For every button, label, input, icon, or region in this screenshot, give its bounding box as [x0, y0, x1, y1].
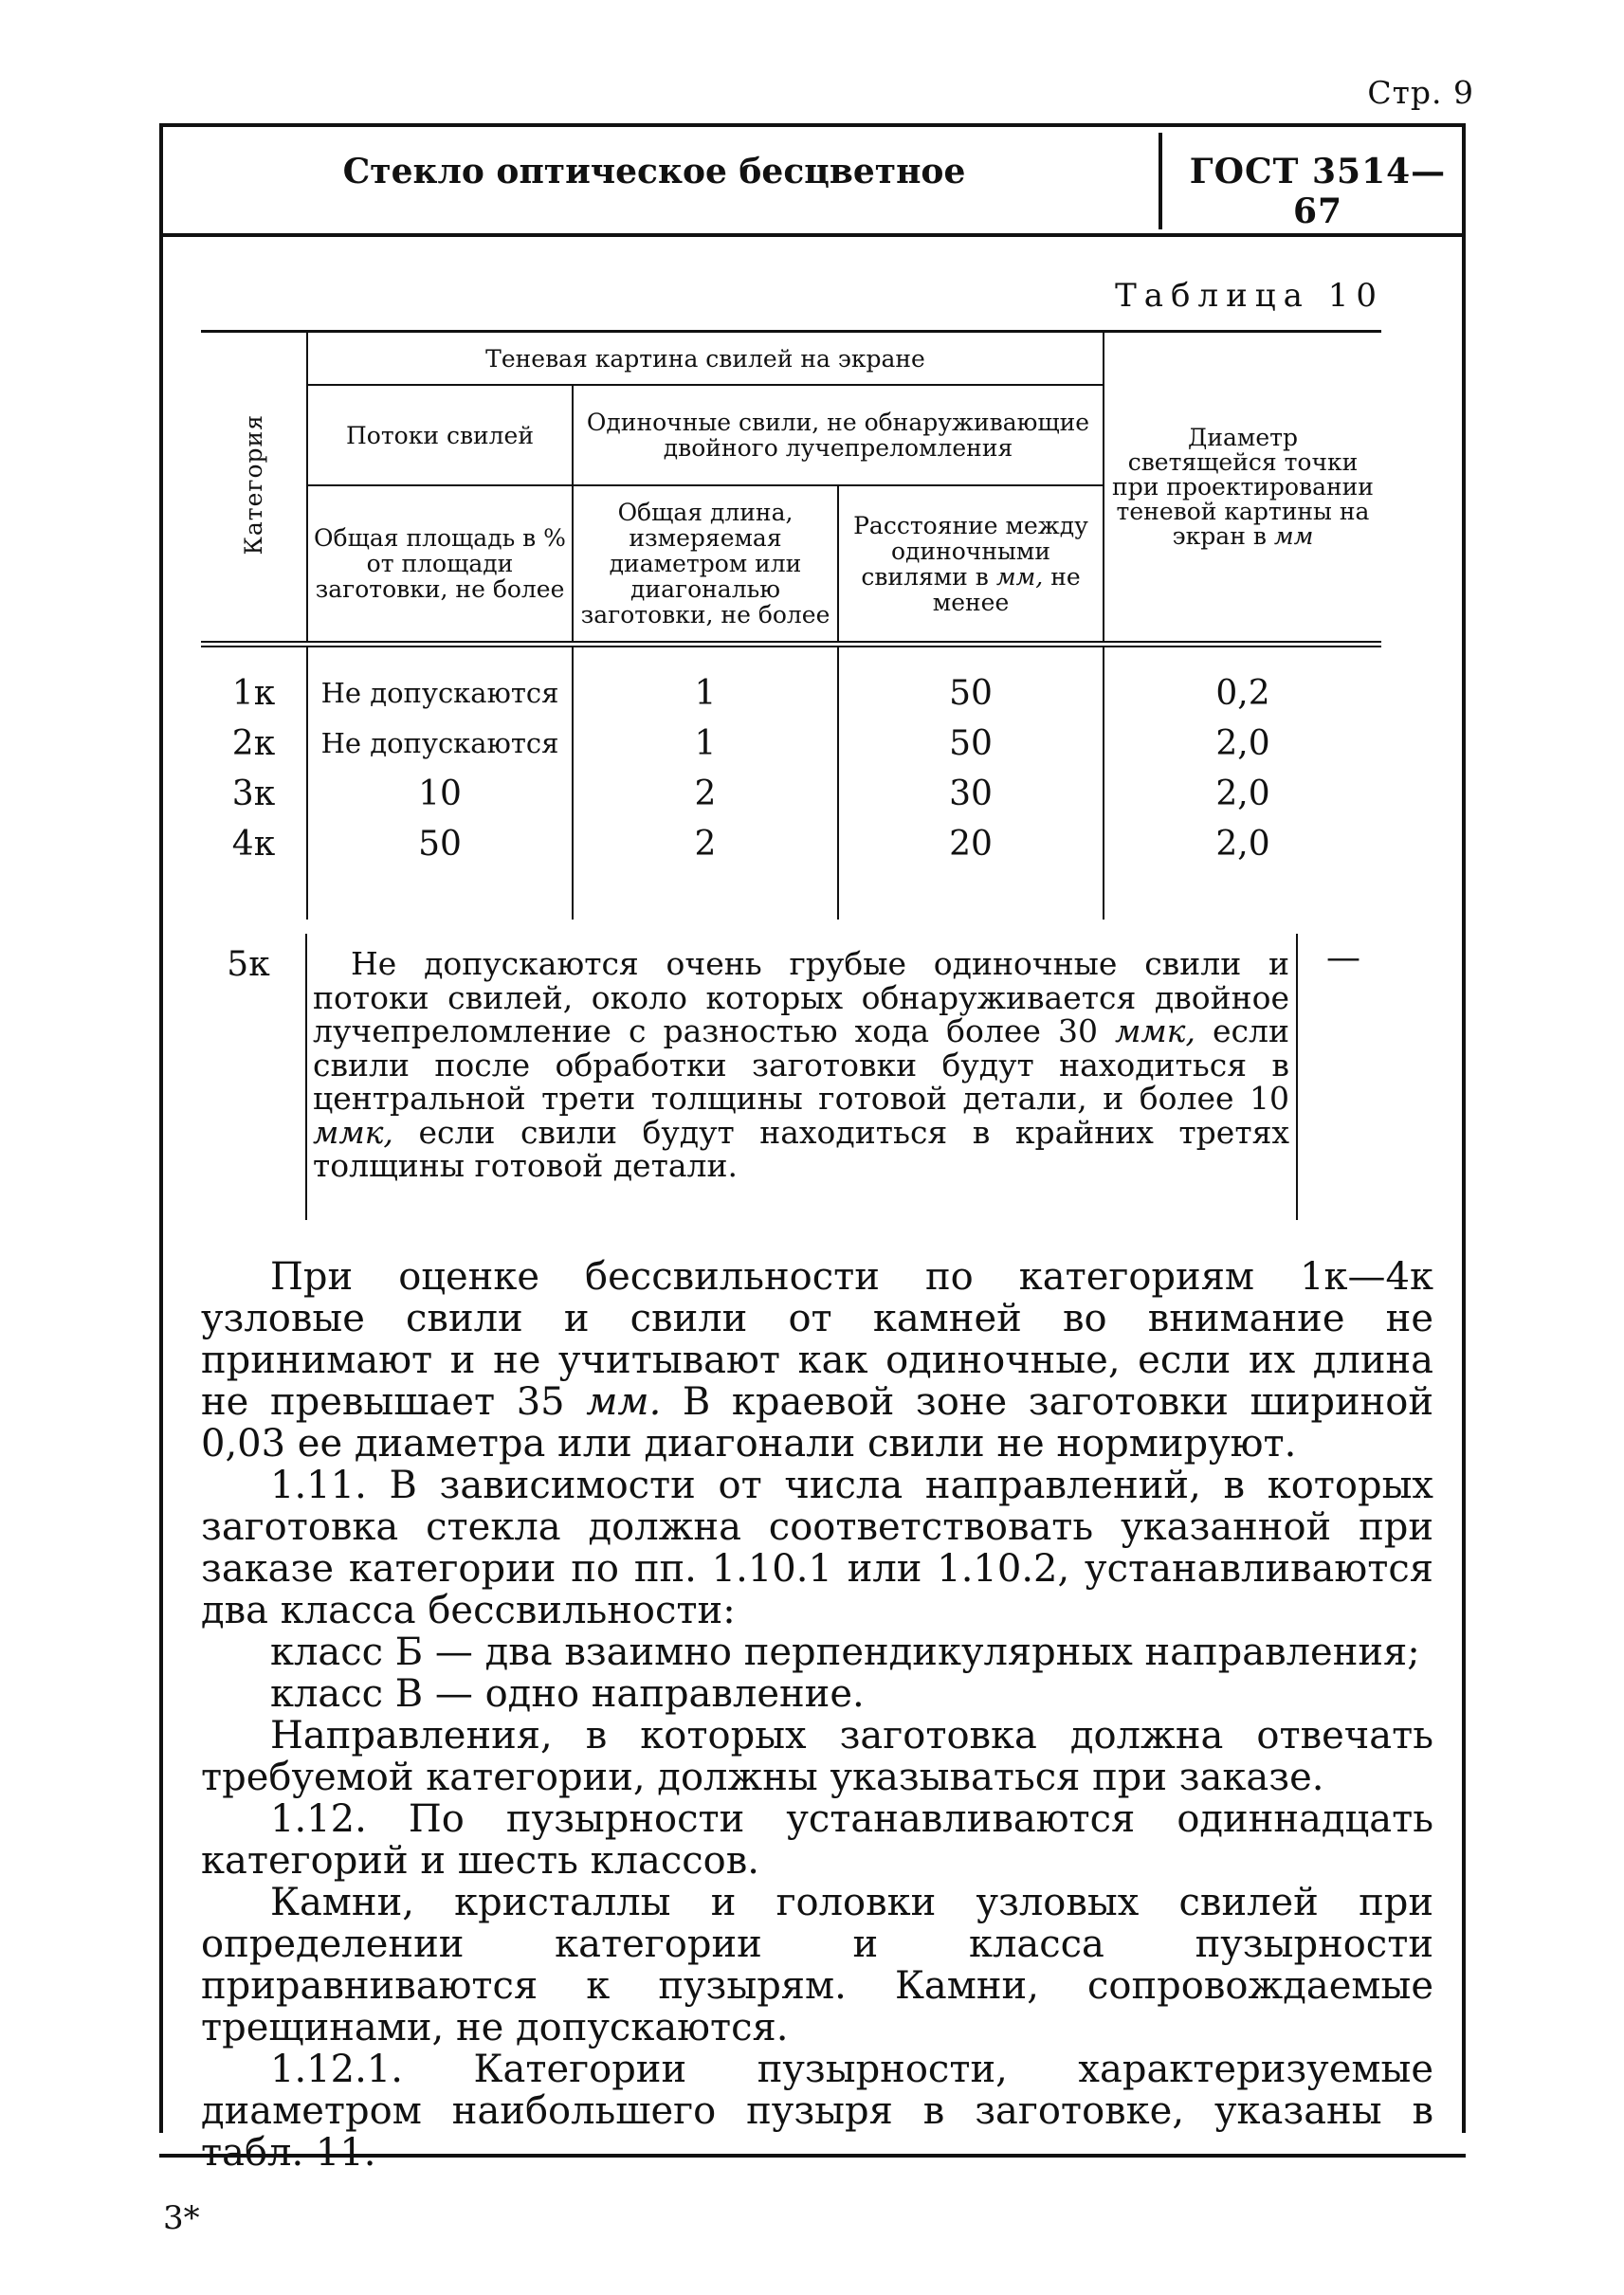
header-streams: Потоки свилей — [307, 385, 573, 485]
table-row — [201, 719, 1381, 769]
row-length: 1 — [573, 645, 838, 719]
row-area: 10 — [307, 769, 573, 819]
row-area: Не допускаются — [307, 719, 573, 769]
row-category: 1к — [201, 645, 307, 719]
row5-diameter: — — [1326, 938, 1360, 977]
row-distance: 50 — [838, 719, 1104, 769]
row-category: 4к — [201, 819, 307, 869]
header-shadow-picture: Теневая картина свилей на экране — [307, 332, 1104, 386]
row5-category: 5к — [227, 945, 270, 984]
list-item: класс Б — два взаимно перпендикулярных направления; — [270, 1630, 1420, 1674]
paragraph: Направления, в которых заготовка должна отвечать требуемой категории, должны указываться при заказе. — [201, 1714, 1433, 1799]
header-divider — [1159, 133, 1162, 229]
row-length: 1 — [573, 719, 838, 769]
list-item: класс В — одно направление. — [270, 1672, 865, 1716]
table-row-spacer — [201, 869, 1381, 920]
paragraph: Камни, кристаллы и головки узловых свилей при определении категории и класса пузырности приравниваются к пузырям. Камни, сопровождаемые трещинами, не допускаются. — [201, 1881, 1433, 2049]
row-distance: 20 — [838, 819, 1104, 869]
header-single-streaks: Одиночные свили, не обнаруживающие двойного лучепреломления — [573, 385, 1104, 485]
table-row — [201, 819, 1381, 869]
row-diameter: 2,0 — [1104, 819, 1381, 869]
table-row — [201, 645, 1381, 719]
table-caption: Таблица 10 — [1115, 277, 1384, 315]
header-diameter: Диаметр светящейся точки при проектировании теневой картины на экран в мм — [1104, 332, 1381, 645]
document-title: Стекло оптическое бесцветное — [342, 152, 966, 191]
paragraph: При оценке бессвильности по категориям 1к—4к узловые свили и свили от камней во внимание не принимают и не учитывают как одиночные, если их длина не превышает 35 мм. В краевой зоне заготовки шириной 0,03 ее диаметра или диагонали свили не нормируют. — [201, 1255, 1434, 1466]
row-distance: 30 — [838, 769, 1104, 819]
table-row-5k — [201, 934, 1381, 1220]
table-10 — [201, 330, 1381, 920]
header-total-length: Общая длина, измеряемая диаметром или диагональю заготовки, не более — [573, 485, 838, 645]
row-diameter: 2,0 — [1104, 769, 1381, 819]
body-text — [201, 1256, 1433, 2174]
row-category: 3к — [201, 769, 307, 819]
frame-top-line — [159, 123, 1466, 127]
row-area: Не допускаются — [307, 645, 573, 719]
row-category: 2к — [201, 719, 307, 769]
footer-mark: 3* — [163, 2199, 200, 2237]
paragraph: 1.11. В зависимости от числа направлений, в которых заготовка стекла должна соответствовать указанной при заказе категории по пп. 1.10.1 или 1.10.2, устанавливаются два класса бессвильности: — [201, 1464, 1433, 1632]
header-category: Категория — [201, 332, 307, 645]
header-bottom-line — [159, 233, 1466, 237]
header-total-area: Общая площадь в % от площади заготовки, не более — [307, 485, 573, 645]
row-distance: 50 — [838, 645, 1104, 719]
paragraph: 1.12. По пузырности устанавливаются одиннадцать категорий и шесть классов. — [201, 1797, 1433, 1883]
row-area: 50 — [307, 819, 573, 869]
row-length: 2 — [573, 819, 838, 869]
gost-number: ГОСТ 3514—67 — [1189, 152, 1447, 231]
row-diameter: 2,0 — [1104, 719, 1381, 769]
row-diameter: 0,2 — [1104, 645, 1381, 719]
paragraph: 1.12.1. Категории пузырности, характеризуемые диаметром наибольшего пузыря в заготовке, указаны в табл. 11. — [201, 2048, 1433, 2175]
table-row — [201, 769, 1381, 819]
row5-description: Не допускаются очень грубые одиночные свили и потоки свилей, около которых обнаруживается двойное лучепреломление с разностью хода более 30 ммк, если свили после обработки заготовки будут находиться в центральной трети толщины готовой детали, и более 10 ммк, если свили будут находиться в крайних третях толщины готовой детали. — [313, 945, 1290, 1184]
page-number: Стр. 9 — [1367, 74, 1474, 111]
row-length: 2 — [573, 769, 838, 819]
header-distance: Расстояние между одиночными свилями в мм, не менее — [838, 485, 1104, 645]
frame-right-line — [1462, 123, 1466, 2133]
frame-left-line — [159, 123, 163, 2133]
